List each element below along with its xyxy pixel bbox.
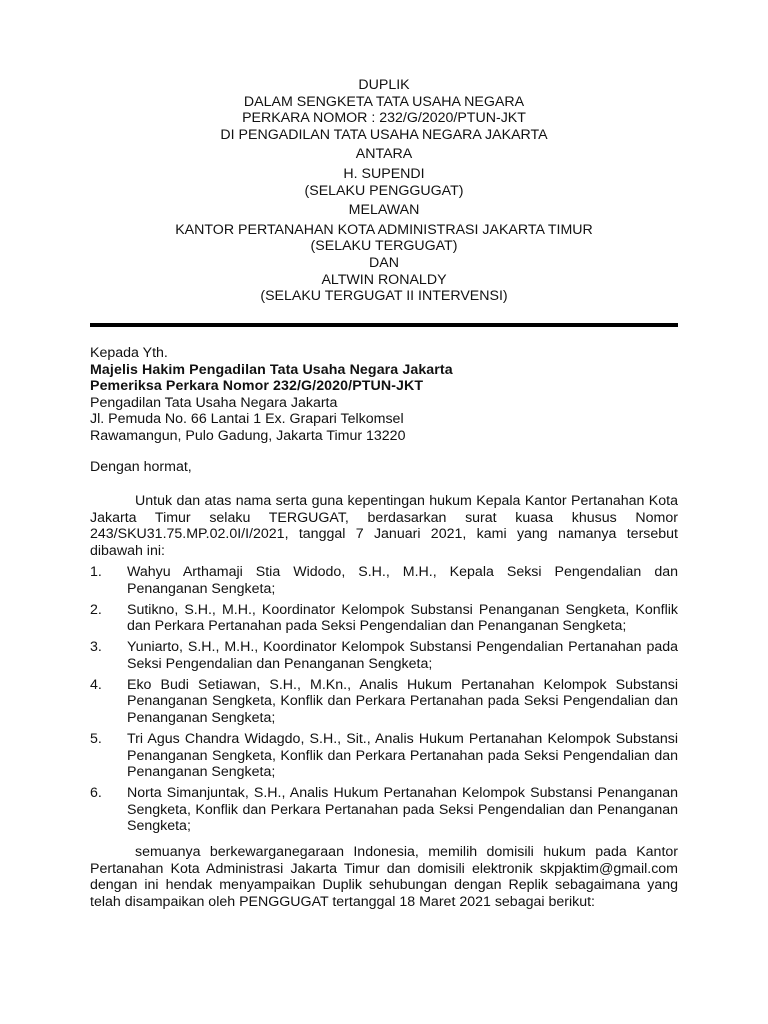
list-item (90, 602, 678, 635)
list-item-number: 4. (90, 676, 102, 693)
list-item-text: Tri Agus Chandra Widagdo, S.H., Sit., Analis Hukum Pertanahan Kelompok Substansi Penanganan Sengketa, Konflik dan Perkara Pertanahan pada Seksi Pengendalian dan Penanganan Sengketa; (127, 730, 678, 781)
list-item (90, 785, 678, 835)
list-item-text: Norta Simanjuntak, S.H., Analis Hukum Pertanahan Kelompok Substansi Penanganan Sengketa, Konflik dan Perkara Pertanahan pada Seksi Pengendalian dan Penanganan Sengketa; (127, 785, 678, 835)
header-court: DI PENGADILAN TATA USAHA NEGARA JAKARTA (220, 126, 548, 143)
header-and: DAN (369, 254, 399, 271)
list-item-number: 1. (90, 564, 102, 580)
header-defendant-name: KANTOR PERTANAHAN KOTA ADMINISTRASI JAKARTA TIMUR (175, 221, 593, 238)
header-versus: MELAWAN (348, 202, 420, 219)
header-between: ANTARA (355, 146, 413, 163)
attorney-list (90, 564, 678, 839)
list-item (90, 677, 678, 727)
list-item-number: 2. (90, 601, 102, 618)
list-item-number: 3. (90, 639, 102, 656)
header-case-number: PERKARA NOMOR : 232/G/2020/PTUN-JKT (242, 110, 526, 127)
header-plaintiff-name: H. SUPENDI (343, 165, 425, 182)
list-item-text: Wahyu Arthamaji Stia Widodo, S.H., M.H., Kepala Seksi Pengendalian dan Penanganan Sengketa; (127, 564, 678, 597)
document-header (90, 77, 678, 305)
list-item-number: 5. (90, 730, 102, 747)
list-item-text: Eko Budi Setiawan, S.H., M.Kn., Analis Hukum Pertanahan Kelompok Substansi Penanganan Sengketa, Konflik dan Perkara Pertanahan pada Seksi Pengendalian dan Penanganan Sengketa; (127, 676, 678, 726)
intro-paragraph: Untuk dan atas nama serta guna kepentingan hukum Kepala Kantor Pertanahan Kota Jakarta Timur selaku TERGUGAT, berdasarkan surat kuasa khusus Nomor 243/SKU31.75.MP.02.0I/I/2021, tanggal 7 Januari 2021, kami yang namanya tersebut dibawah ini: (90, 493, 678, 559)
addressee-case: Pemeriksa Perkara Nomor 232/G/2020/PTUN-JKT (90, 378, 424, 395)
header-intervenor-role: (SELAKU TERGUGAT II INTERVENSI) (260, 288, 508, 305)
list-item (90, 564, 678, 597)
addressee-city: Rawamangun, Pulo Gadung, Jakarta Timur 13220 (90, 427, 406, 444)
header-line: DALAM SENGKETA TATA USAHA NEGARA (243, 93, 525, 110)
addressee-block (90, 345, 678, 445)
list-item (90, 639, 678, 672)
greeting: Dengan hormat, (90, 459, 192, 475)
list-item-text: Sutikno, S.H., M.H., Koordinator Kelompok Substansi Penanganan Sengketa, Konflik dan Perkara Pertanahan pada Seksi Pengendalian dan Penanganan Sengketa; (127, 601, 678, 635)
header-divider (90, 323, 678, 327)
list-item-number: 6. (90, 785, 102, 802)
header-title: DUPLIK (358, 77, 410, 93)
list-item (90, 731, 678, 781)
closing-paragraph: semuanya berkewarganegaraan Indonesia, memilih domisili hukum pada Kantor Pertanahan Kota Administrasi Jakarta Timur dan domisili elektronik skpjaktim@gmail.com dengan ini hendak menyampaikan Duplik sehubungan dengan Replik sebagaimana yang telah disampaikan oleh PENGGUGAT tertanggal 18 Maret 2021 sebagai berikut: (90, 844, 678, 910)
header-defendant-role: (SELAKU TERGUGAT) (310, 238, 458, 255)
header-intervenor-name: ALTWIN RONALDY (321, 271, 447, 288)
list-item-text: Yuniarto, S.H., M.H., Koordinator Kelompok Substansi Pengendalian Pertanahan pada Seksi Pengendalian dan Penanganan Sengketa; (127, 639, 678, 672)
addressee-salutation: Kepada Yth. (90, 345, 168, 361)
addressee-panel: Majelis Hakim Pengadilan Tata Usaha Negara Jakarta (90, 361, 453, 378)
header-plaintiff-role: (SELAKU PENGGUGAT) (304, 182, 464, 199)
addressee-street: Jl. Pemuda No. 66 Lantai 1 Ex. Grapari Telkomsel (90, 411, 404, 428)
addressee-court: Pengadilan Tata Usaha Negara Jakarta (90, 394, 338, 411)
